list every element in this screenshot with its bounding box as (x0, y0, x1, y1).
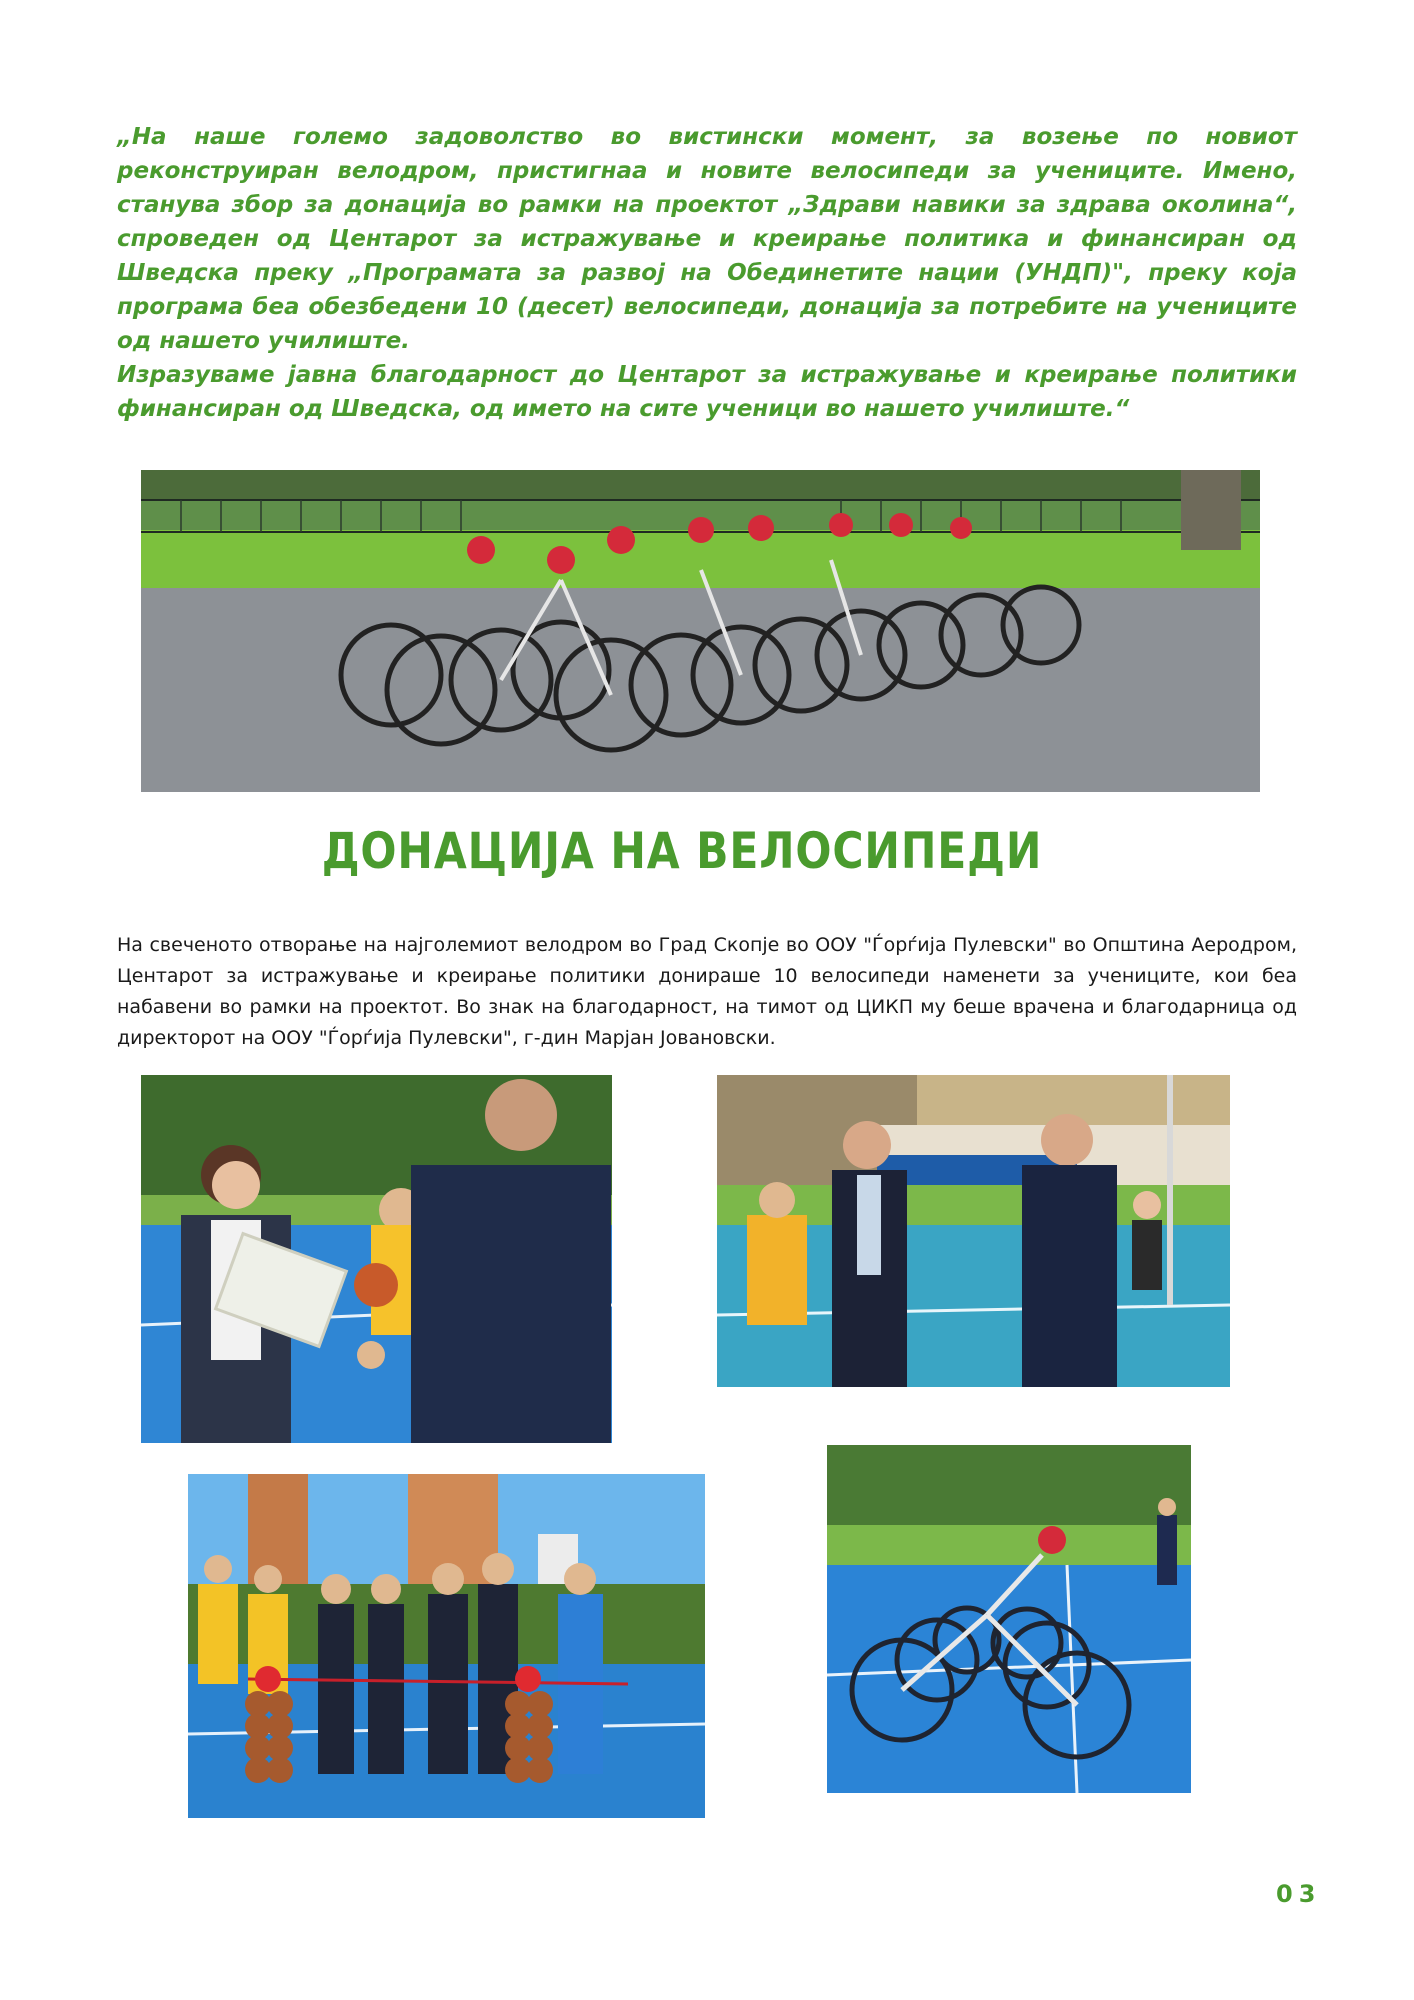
body-paragraph: На свеченото отворање на најголемиот велодром во Град Скопје во ООУ "Ѓорѓија Пулевски" во Општина Аеродром, Центарот за истражување и креирање политики донираше 10 велосипеди наменети за учениците, кои беа набавени во рамки на проектот. Во знак на благодарност, на тимот од ЦИКП му беше врачена и благодарница од директорот на ООУ "Ѓорѓија Пулевски", г-дин Марјан Јовановски. (117, 934, 1297, 1049)
section-title: ДОНАЦИЈА НА ВЕЛОСИПЕДИ (321, 822, 1043, 880)
certificate-handover-photo (141, 1075, 612, 1443)
ribbon-cutting-photo (188, 1474, 705, 1818)
quote-paragraph-1: „На наше големо задоволство во вистински момент, за возење по новиот реконструиран велодром, пристигнаа и новите велосипеди за учениците. Имено, станува збор за донација во рамки на проектот „Здрави навики за здрава околина“, спроведен од Центарот за истражување и креирање политика и финансиран од Шведска преку „Програмата за развој на Обединетите нации (УНДП)", преку која програма беа обезбедени 10 (десет) велосипеди, донација за потребите на учениците од нашето училиште. (117, 124, 1297, 354)
bicycles-row-photo (141, 470, 1260, 792)
bicycles-on-court-photo (827, 1445, 1191, 1793)
speakers-photo (717, 1075, 1230, 1387)
quote-paragraph-2: Изразуваме јавна благодарност до Центарот за истражување и креирање политики финансиран од Шведска, од името на сите ученици во нашето училиште.“ (117, 362, 1297, 422)
page-number: 03 (1276, 1880, 1322, 1908)
quote-block (117, 120, 1297, 426)
